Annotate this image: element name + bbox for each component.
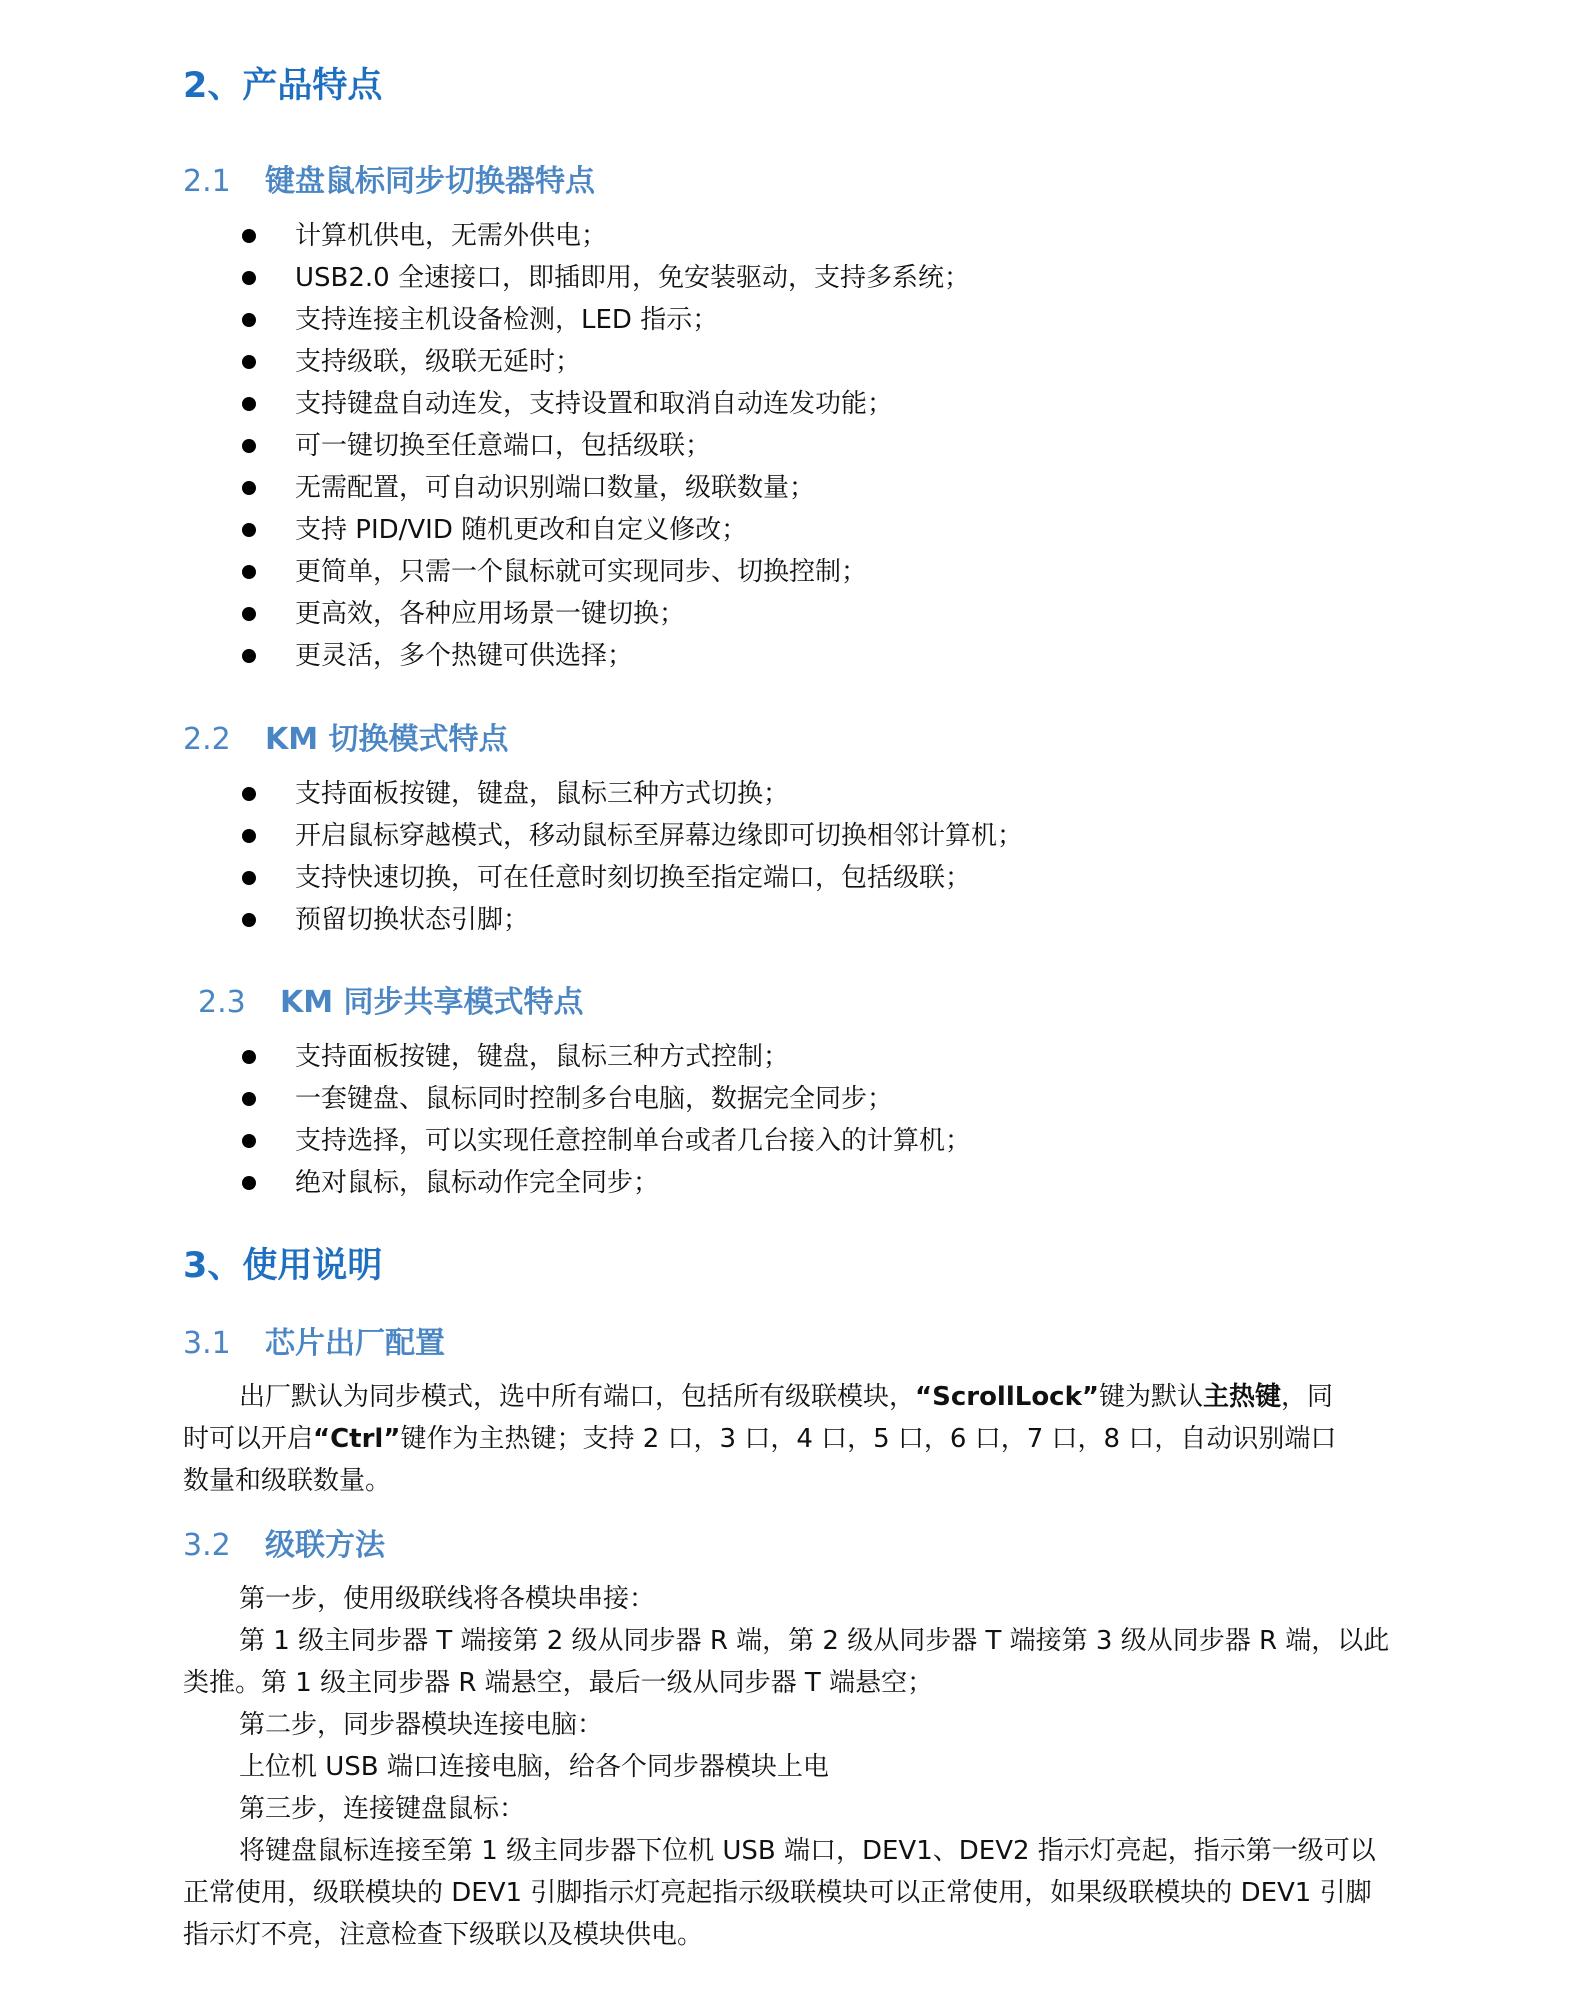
paragraph-line: 第一步，使用级联线将各模块串接： (239, 1584, 656, 1614)
list-item: 支持连接主机设备检测，LED 指示； (240, 299, 970, 341)
subsection-3-2-title: 级联方法 (265, 1528, 385, 1563)
bullet-icon (242, 523, 256, 537)
bullet-icon (242, 1176, 256, 1190)
bullet-icon (242, 355, 256, 369)
list-item: 绝对鼠标，鼠标动作完全同步； (240, 1162, 971, 1204)
section-2-heading: 2、产品特点 (183, 66, 383, 106)
list-item: 支持面板按键，键盘，鼠标三种方式切换； (240, 773, 1023, 815)
list-item: 一套键盘、鼠标同时控制多台电脑，数据完全同步； (240, 1078, 971, 1120)
list-item: 支持选择，可以实现任意控制单台或者几台接入的计算机； (240, 1120, 971, 1162)
factory-config-paragraph (183, 1376, 1408, 1502)
bullet-icon (242, 1134, 256, 1148)
feature-list-2-3 (240, 1036, 971, 1204)
paragraph-line: 正常使用，级联模块的 DEV1 引脚指示灯亮起指示级联模块可以正常使用，如果级联模块的 DEV1 引脚 (183, 1878, 1372, 1908)
subsection-2-2-number: 2.2 (183, 722, 231, 757)
subsection-2-2-heading (183, 714, 509, 758)
main-hotkey-text: 主热键 (1203, 1382, 1282, 1412)
subsection-2-1-title: 键盘鼠标同步切换器特点 (265, 164, 595, 199)
list-item: 开启鼠标穿越模式，移动鼠标至屏幕边缘即可切换相邻计算机； (240, 815, 1023, 857)
list-item: 支持键盘自动连发，支持设置和取消自动连发功能； (240, 383, 970, 425)
bullet-icon (242, 313, 256, 327)
bullet-icon (242, 397, 256, 411)
subsection-3-2-heading (183, 1520, 385, 1564)
list-item: 更高效，各种应用场景一键切换； (240, 593, 970, 635)
bullet-icon (242, 871, 256, 885)
paragraph-line: 类推。第 1 级主同步器 R 端悬空，最后一级从同步器 T 端悬空； (183, 1668, 934, 1698)
bullet-icon (242, 649, 256, 663)
paragraph-line: 第三步，连接键盘鼠标： (239, 1794, 526, 1824)
bullet-icon (242, 439, 256, 453)
list-item: USB2.0 全速接口，即插即用，免安装驱动，支持多系统； (240, 257, 970, 299)
bullet-icon (242, 787, 256, 801)
paragraph-line: 出厂默认为同步模式，选中所有端口，包括所有级联模块，“ScrollLock”键为默认主热键，同 (239, 1382, 1334, 1412)
paragraph-line: 第 1 级主同步器 T 端接第 2 级从同步器 R 端，第 2 级从同步器 T 端接第 3 级从同步器 R 端，以此 (239, 1626, 1390, 1656)
subsection-3-1-heading (183, 1318, 445, 1362)
list-item: 支持快速切换，可在任意时刻切换至指定端口，包括级联； (240, 857, 1023, 899)
subsection-3-1-number: 3.1 (183, 1326, 231, 1361)
list-item: 计算机供电，无需外供电； (240, 215, 970, 257)
subsection-2-1-heading (183, 156, 595, 200)
bullet-icon (242, 913, 256, 927)
subsection-2-2-title: KM 切换模式特点 (265, 722, 509, 757)
paragraph-line: 时可以开启“Ctrl”键作为主热键；支持 2 口，3 口，4 口，5 口，6 口，7 口，8 口，自动识别端口 (183, 1424, 1337, 1454)
subsection-2-3-heading (198, 977, 584, 1021)
cascade-method-paragraph (183, 1578, 1408, 1956)
scrolllock-key-text: “ScrollLock” (915, 1382, 1099, 1412)
subsection-2-3-number: 2.3 (198, 985, 246, 1020)
list-item: 无需配置，可自动识别端口数量，级联数量； (240, 467, 970, 509)
paragraph-line: 指示灯不亮，注意检查下级联以及模块供电。 (183, 1920, 704, 1950)
bullet-icon (242, 481, 256, 495)
subsection-3-1-title: 芯片出厂配置 (265, 1326, 445, 1361)
list-item: 支持 PID/VID 随机更改和自定义修改； (240, 509, 970, 551)
paragraph-line: 第二步，同步器模块连接电脑： (239, 1710, 604, 1740)
list-item: 预留切换状态引脚； (240, 899, 1023, 941)
bullet-icon (242, 565, 256, 579)
subsection-2-1-number: 2.1 (183, 164, 231, 199)
list-item: 可一键切换至任意端口，包括级联； (240, 425, 970, 467)
feature-list-2-1 (240, 215, 970, 677)
subsection-2-3-title: KM 同步共享模式特点 (280, 985, 584, 1020)
section-3-heading: 3、使用说明 (183, 1246, 383, 1286)
list-item: 支持级联，级联无延时； (240, 341, 970, 383)
paragraph-line: 上位机 USB 端口连接电脑，给各个同步器模块上电 (239, 1752, 829, 1782)
bullet-icon (242, 607, 256, 621)
paragraph-line: 数量和级联数量。 (183, 1466, 392, 1496)
bullet-icon (242, 829, 256, 843)
ctrl-key-text: “Ctrl” (313, 1424, 401, 1454)
bullet-icon (242, 1092, 256, 1106)
paragraph-line: 将键盘鼠标连接至第 1 级主同步器下位机 USB 端口，DEV1、DEV2 指示灯亮起，指示第一级可以 (239, 1836, 1376, 1866)
bullet-icon (242, 229, 256, 243)
bullet-icon (242, 271, 256, 285)
subsection-3-2-number: 3.2 (183, 1528, 231, 1563)
bullet-icon (242, 1050, 256, 1064)
feature-list-2-2 (240, 773, 1023, 941)
list-item: 更简单，只需一个鼠标就可实现同步、切换控制； (240, 551, 970, 593)
list-item: 支持面板按键，键盘，鼠标三种方式控制； (240, 1036, 971, 1078)
list-item: 更灵活，多个热键可供选择； (240, 635, 970, 677)
